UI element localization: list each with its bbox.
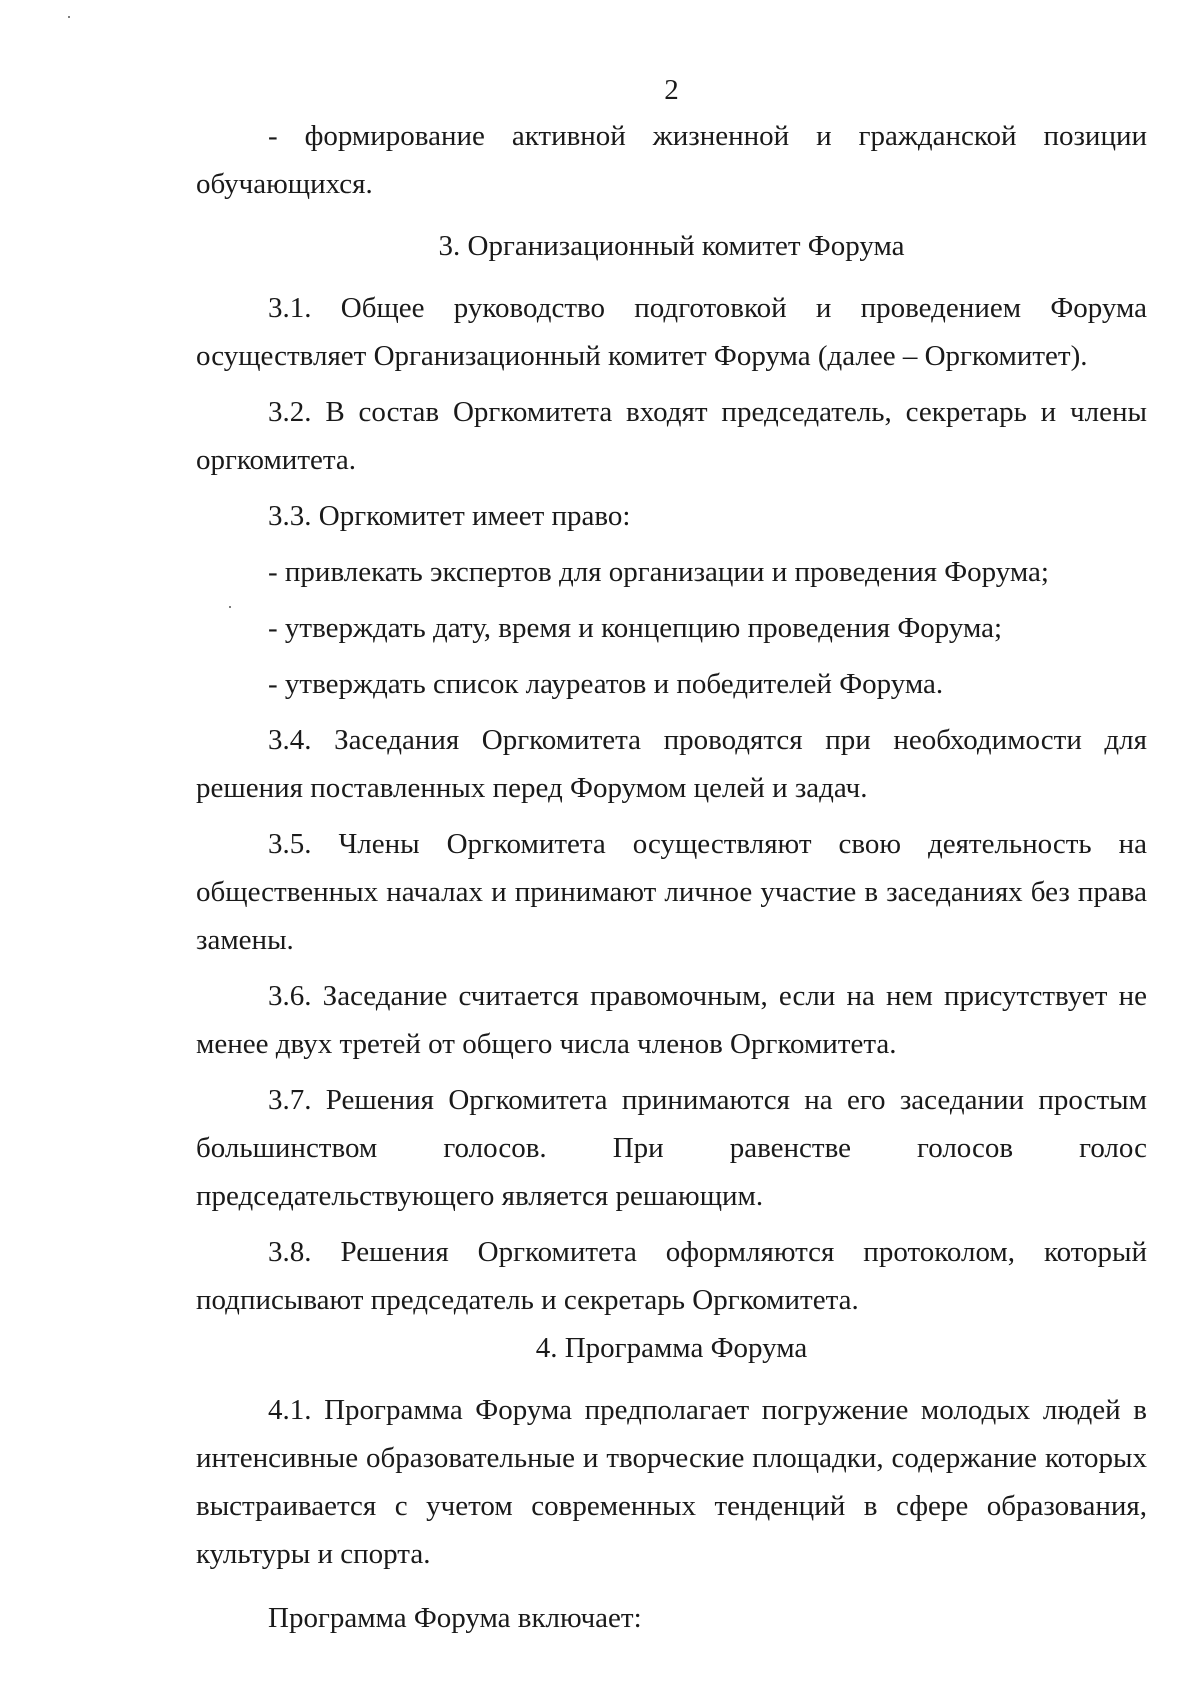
paragraph-3-6: 3.6. Заседание считается правомочным, если на нем присутствует не менее двух третей от общего числа членов Оргкомитета. xyxy=(196,980,1147,1060)
document-page xyxy=(196,70,1147,1642)
section-heading-3: 3. Организационный комитет Форума xyxy=(438,230,905,262)
paragraph-civic-position: - формирование активной жизненной и гражданской позиции обучающихся. xyxy=(196,120,1147,200)
paragraph-3-1: 3.1. Общее руководство подготовкой и проведением Форума осуществляет Организационный комитет Форума (далее – Оргкомитет). xyxy=(196,292,1147,372)
list-item-winners: - утверждать список лауреатов и победителей Форума. xyxy=(268,668,944,700)
paragraph-3-4: 3.4. Заседания Оргкомитета проводятся при необходимости для решения поставленных перед Форумом целей и задач. xyxy=(196,724,1147,804)
section-heading-4: 4. Программа Форума xyxy=(535,1332,808,1364)
paragraph-4-1: 4.1. Программа Форума предполагает погружение молодых людей в интенсивные образовательные и творческие площадки, содержание которых выстраивается с учетом современных тенденций в сфере образования, культуры и спорта. xyxy=(196,1394,1147,1570)
paragraph-3-2: 3.2. В состав Оргкомитета входят председатель, секретарь и члены оргкомитета. xyxy=(196,396,1147,476)
paragraph-3-8: 3.8. Решения Оргкомитета оформляются протоколом, который подписывают председатель и секретарь Оргкомитета. xyxy=(196,1236,1147,1316)
list-item-experts: - привлекать экспертов для организации и проведения Форума; xyxy=(268,556,1049,588)
paragraph-3-7: 3.7. Решения Оргкомитета принимаются на его заседании простым большинством голосов. При равенстве голосов голос председательствующего является решающим. xyxy=(196,1084,1147,1212)
scan-speck xyxy=(68,16,70,18)
paragraph-3-5: 3.5. Члены Оргкомитета осуществляют свою деятельность на общественных началах и принимают личное участие в заседаниях без права замены. xyxy=(196,828,1147,956)
paragraph-program-includes: Программа Форума включает: xyxy=(268,1602,642,1634)
paragraph-3-3: 3.3. Оргкомитет имеет право: xyxy=(268,500,631,532)
list-item-date-concept: - утверждать дату, время и концепцию проведения Форума; xyxy=(268,612,1003,644)
page-number: 2 xyxy=(664,74,679,106)
